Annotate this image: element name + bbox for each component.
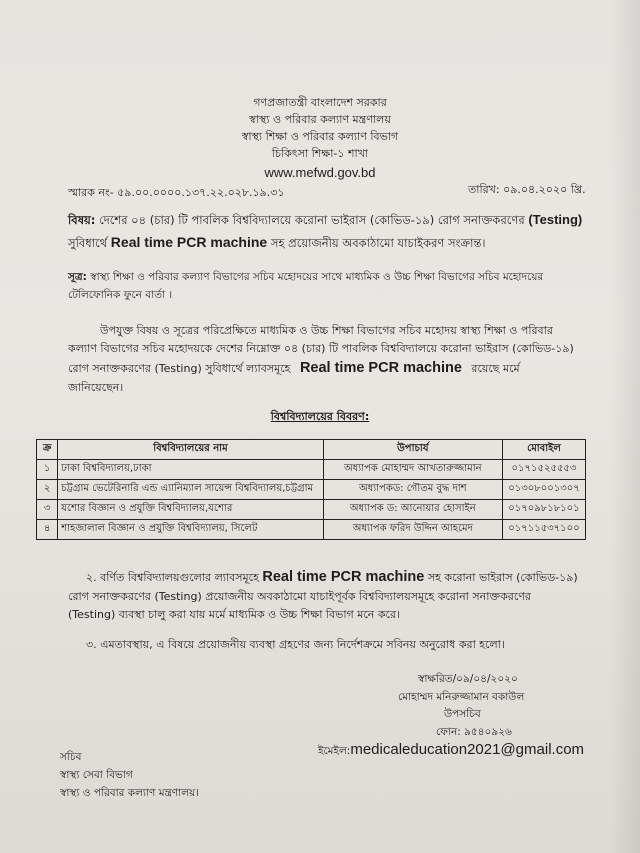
cell-serial: ৪: [37, 520, 58, 540]
cell-mobile: ০১৭০৯৮১৮১০১: [502, 500, 585, 520]
cell-vc: অধ্যাপকড: গৌতম বুদ্ধ দাশ: [323, 480, 502, 500]
table-header-row: [37, 440, 586, 460]
cell-vc: অধ্যাপক ড: আনোয়ার হোসাইন: [323, 500, 502, 520]
subject-line-2: [68, 235, 486, 250]
cell-vc: অধ্যাপক মোহাম্মদ আখতারুজ্জামান: [323, 460, 502, 480]
cell-serial: ৩: [37, 500, 58, 520]
source-line-1: [68, 270, 543, 284]
cell-university: শাহজালাল বিজ্ঞান ও প্রযুক্তি বিশ্ববিদ্যালয়, সিলেট: [58, 520, 323, 540]
recipient-division: স্বাস্থ্য সেবা বিভাগ: [60, 769, 133, 781]
signature-name: মোহাম্মদ মনিরুজ্জামান বকাউল: [398, 691, 525, 703]
subject-label: বিষয়:: [68, 213, 96, 227]
cell-university: চট্টগ্রাম ভেটেরিনারি এন্ড এ্যানিম্যাল সায়েন্স বিশ্ববিদ্যালয়,চট্টগ্রাম: [58, 480, 323, 500]
body-text-3c: রয়েছে মর্মে: [471, 362, 520, 375]
table-title: বিশ্ববিদ্যালয়ের বিবরণ:: [270, 410, 370, 423]
source-label: সূত্র:: [68, 271, 87, 283]
col-header-mobile: মোবাইল: [502, 440, 585, 460]
cell-mobile: ০১৩০৮০০১৩০৭: [502, 480, 585, 500]
subject-text-2a: সুবিধার্থে: [68, 236, 108, 250]
table-row: [37, 520, 586, 540]
body-line-3: [68, 361, 520, 376]
recipient-title: সচিব: [60, 751, 82, 763]
signature-title: উপসচিব: [444, 708, 481, 720]
page-edge-shadow: [610, 0, 640, 853]
signature-email-label: ইমেইল:: [318, 745, 351, 757]
para2-pcr: Real time PCR machine: [262, 569, 425, 585]
subject-testing: (Testing): [528, 212, 583, 227]
source-text-1: স্বাস্থ্য শিক্ষা ও পরিবার কল্যাণ বিভাগের সচিব মহোদয়ের সাথে মাধ্যমিক ও উচ্চ শিক্ষা বিভাগের সচিব মহোদয়ের: [90, 271, 544, 283]
subject-text-2c: সহ প্রয়োজনীয় অবকাঠামো যাচাইকরণ সংক্রান্ত।: [270, 236, 486, 250]
cell-serial: ২: [37, 480, 58, 500]
subject-text-1: দেশের ০৪ (চার) টি পাবলিক বিশ্ববিদ্যালয়ে করোনা ভাইরাস (কোভিড-১৯) রোগ সনাক্তকরণের: [99, 213, 525, 227]
cell-university: যশোর বিজ্ঞান ও প্রযুক্তি বিশ্ববিদ্যালয়,যশোর: [58, 500, 323, 520]
subject-line-1: [68, 213, 582, 227]
para2-line-2: রোগ সনাক্তকরণের (Testing) প্রয়োজনীয় অবকাঠামো যাচাইপূর্বক বিশ্ববিদ্যালয়সমূহে করোনা সনাক্তকরণের: [68, 590, 531, 603]
table-row: [37, 500, 586, 520]
header-division: স্বাস্থ্য শিক্ষা ও পরিবার কল্যাণ বিভাগ: [241, 130, 399, 143]
col-header-serial: ক্র: [37, 440, 58, 460]
para2-text-1a: ২. বর্ণিত বিশ্ববিদ্যালয়গুলোর ল্যাবসমূহে: [86, 571, 259, 584]
col-header-university: বিশ্ববিদ্যালয়ের নাম: [58, 440, 323, 460]
para3-line-1: ৩. এমতাবস্থায়, এ বিষয়ে প্রয়োজনীয় ব্যবস্থা গ্রহণের জন্য নির্দেশক্রমে সবিনয় অনুরোধ করা হলো।: [86, 638, 505, 651]
cell-serial: ১: [37, 460, 58, 480]
body-text-3a: রোগ সনাক্তকরণের (Testing) সুবিধার্থে ল্যাবসমূহে: [68, 362, 291, 375]
body-line-2: কল্যাণ বিভাগের সচিব মহোদয়কে দেশের নিম্নোক্ত ০৪ (চার) টি পাবলিক বিশ্ববিদ্যালয়ে করোনা ভাইরাস (কোভিড-১৯): [68, 342, 574, 355]
signature-signed: স্বাক্ষরিত/০৯/০৪/২০২০: [418, 673, 518, 685]
table-row: [37, 460, 586, 480]
header-government: গণপ্রজাতন্ত্রী বাংলাদেশ সরকার: [253, 96, 387, 109]
body-line-4: জানিয়েছেন।: [68, 381, 124, 394]
signature-email: medicaleducation2021@gmail.com: [350, 741, 585, 758]
col-header-vc: উপাচার্য: [323, 440, 502, 460]
subject-pcr: Real time PCR machine: [110, 234, 268, 250]
header-ministry: স্বাস্থ্য ও পরিবার কল্যাণ মন্ত্রণালয়: [249, 113, 391, 126]
table-row: [37, 480, 586, 500]
header-branch: চিকিৎসা শিক্ষা-১ শাখা: [271, 147, 369, 160]
body-pcr: Real time PCR machine: [299, 360, 462, 376]
signature-phone: ফোন: ৯৫৪০৯২৬: [436, 726, 512, 738]
memo-date: তারিখ: ০৯.০৪.২০২০ খ্রি.: [468, 183, 586, 196]
recipient-ministry: স্বাস্থ্য ও পরিবার কল্যাণ মন্ত্রণালয়।: [60, 787, 199, 799]
header-website: www.mefwd.gov.bd: [264, 165, 376, 180]
source-line-2: টেলিফোনিক ফুনে বার্তা ।: [68, 289, 173, 301]
memo-number: স্মারক নং- ৫৯.০০.০০০০.১৩৭.২২.০২৮.১৯.৩১: [68, 186, 285, 199]
signature-email-line: [318, 743, 584, 758]
body-line-1: উপযুক্ত বিষয় ও সূত্রের পরিপ্রেক্ষিতে মাধ্যমিক ও উচ্চ শিক্ষা বিভাগের সচিব মহোদয় স্বাস্থ্য শিক্ষা ও পরিবার: [100, 324, 553, 337]
para2-line-3: (Testing) ব্যবস্থা চালু করা যায় মর্মে মাধ্যমিক ও উচ্চ শিক্ষা বিভাগ মনে করে।: [68, 608, 400, 621]
para2-text-1c: সহ করোনা ভাইরাস (কোভিড-১৯): [427, 571, 578, 584]
cell-mobile: ০১৭১১৫৩৭১০০: [502, 520, 585, 540]
cell-university: ঢাকা বিশ্ববিদ্যালয়,ঢাকা: [58, 460, 323, 480]
cell-vc: অধ্যাপক ফরিদ উদ্দিন আহমেদ: [323, 520, 502, 540]
para2-line-1: [86, 570, 578, 585]
cell-mobile: ০১৭১৫২৫৫৫৩: [502, 460, 585, 480]
university-table: [36, 439, 586, 540]
